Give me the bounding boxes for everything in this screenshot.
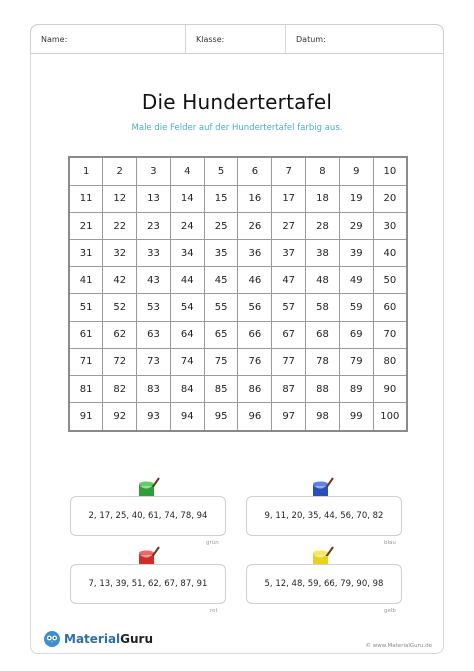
grid-cell[interactable]: 60	[373, 294, 407, 321]
grid-cell[interactable]: 37	[272, 240, 306, 267]
grid-cell[interactable]: 57	[272, 294, 306, 321]
datum-label: Datum:	[296, 34, 326, 44]
grid-cell[interactable]: 27	[272, 212, 306, 239]
grid-cell[interactable]: 47	[272, 267, 306, 294]
grid-cell[interactable]: 100	[373, 403, 407, 431]
grid-cell[interactable]: 18	[306, 185, 340, 212]
grid-cell[interactable]: 16	[238, 185, 272, 212]
task-box-red	[70, 564, 226, 604]
grid-cell[interactable]: 23	[137, 212, 171, 239]
grid-cell[interactable]: 28	[306, 212, 340, 239]
grid-cell[interactable]: 54	[170, 294, 204, 321]
grid-cell[interactable]: 79	[339, 348, 373, 375]
grid-cell[interactable]: 64	[170, 321, 204, 348]
grid-cell[interactable]: 62	[103, 321, 137, 348]
grid-cell[interactable]: 31	[69, 240, 103, 267]
grid-cell[interactable]: 38	[306, 240, 340, 267]
grid-cell[interactable]: 24	[170, 212, 204, 239]
grid-cell[interactable]: 20	[373, 185, 407, 212]
grid-cell[interactable]: 82	[103, 376, 137, 403]
grid-cell[interactable]: 95	[204, 403, 238, 431]
hundred-chart	[68, 156, 408, 432]
grid-cell[interactable]: 52	[103, 294, 137, 321]
grid-cell[interactable]: 7	[272, 157, 306, 185]
grid-cell[interactable]: 63	[137, 321, 171, 348]
grid-cell[interactable]: 5	[204, 157, 238, 185]
color-label-red: rot	[210, 608, 218, 614]
grid-cell[interactable]: 94	[170, 403, 204, 431]
grid-cell[interactable]: 9	[339, 157, 373, 185]
grid-cell[interactable]: 39	[339, 240, 373, 267]
grid-cell[interactable]: 43	[137, 267, 171, 294]
grid-cell[interactable]: 32	[103, 240, 137, 267]
grid-cell[interactable]: 88	[306, 376, 340, 403]
name-label: Name:	[41, 34, 68, 44]
grid-cell[interactable]: 41	[69, 267, 103, 294]
grid-cell[interactable]: 36	[238, 240, 272, 267]
grid-cell[interactable]: 4	[170, 157, 204, 185]
grid-cell[interactable]: 29	[339, 212, 373, 239]
datum-field[interactable]	[286, 25, 443, 53]
grid-cell[interactable]: 76	[238, 348, 272, 375]
grid-cell[interactable]: 69	[339, 321, 373, 348]
grid-cell[interactable]: 87	[272, 376, 306, 403]
grid-cell[interactable]: 65	[204, 321, 238, 348]
grid-cell[interactable]: 8	[306, 157, 340, 185]
grid-cell[interactable]: 34	[170, 240, 204, 267]
task-numbers: 2, 17, 25, 40, 61, 74, 78, 94	[88, 511, 208, 521]
grid-cell[interactable]: 83	[137, 376, 171, 403]
grid-cell[interactable]: 45	[204, 267, 238, 294]
grid-cell[interactable]: 13	[137, 185, 171, 212]
grid-cell[interactable]: 44	[170, 267, 204, 294]
grid-cell[interactable]: 86	[238, 376, 272, 403]
grid-cell[interactable]: 12	[103, 185, 137, 212]
grid-cell[interactable]: 61	[69, 321, 103, 348]
grid-cell[interactable]: 70	[373, 321, 407, 348]
klasse-label: Klasse:	[196, 34, 225, 44]
task-numbers: 7, 13, 39, 51, 62, 67, 87, 91	[88, 579, 208, 589]
task-box-yellow	[246, 564, 402, 604]
grid-cell[interactable]: 15	[204, 185, 238, 212]
grid-cell[interactable]: 72	[103, 348, 137, 375]
grid-row	[69, 348, 407, 375]
grid-cell[interactable]: 46	[238, 267, 272, 294]
grid-cell[interactable]: 93	[137, 403, 171, 431]
grid-row	[69, 267, 407, 294]
grid-cell[interactable]: 19	[339, 185, 373, 212]
grid-cell[interactable]: 53	[137, 294, 171, 321]
grid-row	[69, 185, 407, 212]
grid-cell[interactable]: 66	[238, 321, 272, 348]
instruction-text: Male die Felder auf der Hundertertafel farbig aus.	[131, 123, 343, 133]
grid-cell[interactable]: 51	[69, 294, 103, 321]
color-label-yellow: gelb	[384, 608, 396, 614]
grid-cell[interactable]: 55	[204, 294, 238, 321]
task-numbers: 5, 12, 48, 59, 66, 79, 90, 98	[264, 579, 384, 589]
grid-cell[interactable]: 90	[373, 376, 407, 403]
grid-cell[interactable]: 25	[204, 212, 238, 239]
grid-cell[interactable]: 74	[170, 348, 204, 375]
grid-cell[interactable]: 1	[69, 157, 103, 185]
grid-row	[69, 403, 407, 431]
grid-cell[interactable]: 40	[373, 240, 407, 267]
grid-cell[interactable]: 92	[103, 403, 137, 431]
grid-cell[interactable]: 22	[103, 212, 137, 239]
header-fields	[30, 24, 444, 54]
page-title: Die Hundertertafel	[141, 90, 333, 114]
grid-cell[interactable]: 33	[137, 240, 171, 267]
grid-cell[interactable]: 42	[103, 267, 137, 294]
grid-cell[interactable]: 77	[272, 348, 306, 375]
grid-cell[interactable]: 75	[204, 348, 238, 375]
grid-cell[interactable]: 98	[306, 403, 340, 431]
grid-cell[interactable]: 2	[103, 157, 137, 185]
grid-cell[interactable]: 84	[170, 376, 204, 403]
grid-cell[interactable]: 14	[170, 185, 204, 212]
grid-cell[interactable]: 30	[373, 212, 407, 239]
klasse-field[interactable]	[186, 25, 286, 53]
grid-cell[interactable]: 71	[69, 348, 103, 375]
grid-cell[interactable]: 58	[306, 294, 340, 321]
grid-cell[interactable]: 21	[69, 212, 103, 239]
grid-row	[69, 376, 407, 403]
grid-row	[69, 212, 407, 239]
name-field[interactable]	[31, 25, 186, 53]
color-label-green: grün	[206, 540, 219, 546]
grid-cell[interactable]: 80	[373, 348, 407, 375]
logo-text-material: Material	[64, 632, 121, 646]
grid-cell[interactable]: 89	[339, 376, 373, 403]
grid-cell[interactable]: 68	[306, 321, 340, 348]
logo-text-guru: Guru	[120, 632, 154, 646]
grid-cell[interactable]: 96	[238, 403, 272, 431]
materialguru-logo[interactable]	[44, 631, 153, 647]
grid-cell[interactable]: 10	[373, 157, 407, 185]
grid-row	[69, 240, 407, 267]
grid-cell[interactable]: 59	[339, 294, 373, 321]
owl-logo-icon	[44, 631, 60, 647]
grid-row	[69, 321, 407, 348]
grid-cell[interactable]: 91	[69, 403, 103, 431]
grid-cell[interactable]: 78	[306, 348, 340, 375]
grid-cell[interactable]: 73	[137, 348, 171, 375]
task-box-green	[70, 496, 226, 536]
grid-cell[interactable]: 99	[339, 403, 373, 431]
color-label-blue: blau	[384, 540, 396, 546]
task-numbers: 9, 11, 20, 35, 44, 56, 70, 82	[264, 511, 384, 521]
grid-cell[interactable]: 50	[373, 267, 407, 294]
grid-cell[interactable]: 48	[306, 267, 340, 294]
grid-cell[interactable]: 56	[238, 294, 272, 321]
copyright-text: © www.MaterialGuru.de	[365, 643, 432, 649]
grid-cell[interactable]: 17	[272, 185, 306, 212]
grid-cell[interactable]: 3	[137, 157, 171, 185]
grid-cell[interactable]: 67	[272, 321, 306, 348]
grid-row	[69, 157, 407, 185]
grid-cell[interactable]: 26	[238, 212, 272, 239]
grid-row	[69, 294, 407, 321]
grid-cell[interactable]: 81	[69, 376, 103, 403]
grid-cell[interactable]: 6	[238, 157, 272, 185]
grid-cell[interactable]: 49	[339, 267, 373, 294]
grid-cell[interactable]: 85	[204, 376, 238, 403]
task-box-blue	[246, 496, 402, 536]
grid-cell[interactable]: 11	[69, 185, 103, 212]
grid-cell[interactable]: 97	[272, 403, 306, 431]
grid-cell[interactable]: 35	[204, 240, 238, 267]
